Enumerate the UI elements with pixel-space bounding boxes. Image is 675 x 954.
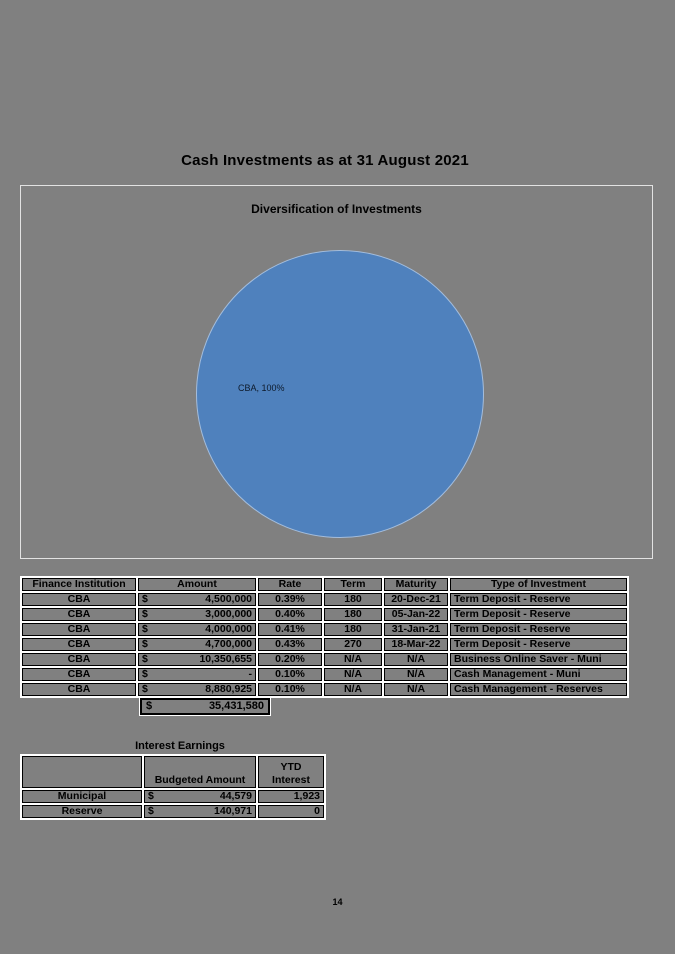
- table-row: [22, 593, 627, 606]
- cell-institution: CBA: [22, 668, 136, 681]
- investments-table-header-row: [22, 578, 627, 591]
- cell-term: N/A: [324, 653, 382, 666]
- currency-symbol: $: [148, 805, 154, 817]
- cell-rate: 0.20%: [258, 653, 322, 666]
- col-header-maturity: Maturity: [384, 578, 448, 591]
- cell-term: 180: [324, 608, 382, 621]
- currency-symbol: $: [142, 623, 148, 635]
- cell-type: Cash Management - Reserves: [450, 683, 627, 696]
- cell-type: Term Deposit - Reserve: [450, 623, 627, 636]
- cell-amount: [138, 608, 256, 621]
- cell-term: N/A: [324, 668, 382, 681]
- table-row: [22, 668, 627, 681]
- investments-total: [140, 698, 270, 715]
- col-header-blank: [22, 756, 142, 788]
- cell-amount: [138, 668, 256, 681]
- currency-symbol: $: [142, 593, 148, 605]
- cell-rate: 0.10%: [258, 683, 322, 696]
- table-row: [22, 608, 627, 621]
- amount-value: 3,000,000: [205, 608, 252, 620]
- cell-budgeted-amount: [144, 790, 256, 803]
- amount-value: 4,500,000: [205, 593, 252, 605]
- cell-maturity: 20-Dec-21: [384, 593, 448, 606]
- amount-value: -: [248, 668, 252, 680]
- amount-value: 4,700,000: [205, 638, 252, 650]
- currency-symbol: $: [148, 790, 154, 802]
- currency-symbol: $: [142, 638, 148, 650]
- cell-term: 270: [324, 638, 382, 651]
- cell-type: Cash Management - Muni: [450, 668, 627, 681]
- table-row: [22, 638, 627, 651]
- interest-table-header-row: [22, 756, 324, 788]
- cell-rate: 0.40%: [258, 608, 322, 621]
- cell-institution: CBA: [22, 683, 136, 696]
- amount-value: 8,880,925: [205, 683, 252, 695]
- table-row: [22, 805, 324, 818]
- cell-type: Term Deposit - Reserve: [450, 608, 627, 621]
- cell-ytd-interest: 0: [258, 805, 324, 818]
- cell-maturity: N/A: [384, 668, 448, 681]
- col-header-term: Term: [324, 578, 382, 591]
- table-row: [22, 653, 627, 666]
- cell-rate: 0.41%: [258, 623, 322, 636]
- cell-rate: 0.10%: [258, 668, 322, 681]
- page-title: Cash Investments as at 31 August 2021: [181, 152, 469, 169]
- cell-rate: 0.43%: [258, 638, 322, 651]
- cell-maturity: 31-Jan-21: [384, 623, 448, 636]
- cell-institution: CBA: [22, 608, 136, 621]
- cell-fund-label: Municipal: [22, 790, 142, 803]
- col-header-type: Type of Investment: [450, 578, 627, 591]
- cell-budgeted-amount: [144, 805, 256, 818]
- cell-amount: [138, 638, 256, 651]
- cell-maturity: N/A: [384, 683, 448, 696]
- amount-value: 4,000,000: [205, 623, 252, 635]
- ytd-header-line2: Interest: [272, 774, 310, 786]
- cell-type: Term Deposit - Reserve: [450, 593, 627, 606]
- pie-chart-container: [20, 185, 653, 559]
- table-row: [22, 683, 627, 696]
- cell-term: N/A: [324, 683, 382, 696]
- table-row: [22, 623, 627, 636]
- currency-symbol: $: [142, 608, 148, 620]
- cell-amount: [138, 623, 256, 636]
- cell-institution: CBA: [22, 593, 136, 606]
- cell-institution: CBA: [22, 653, 136, 666]
- pie-slice-label: CBA, 100%: [238, 383, 285, 393]
- col-header-ytd-interest: [258, 756, 324, 788]
- ytd-header-line1: YTD: [280, 761, 302, 773]
- cell-maturity: N/A: [384, 653, 448, 666]
- col-header-amount: Amount: [138, 578, 256, 591]
- cell-amount: [138, 653, 256, 666]
- interest-earnings-title: Interest Earnings: [135, 740, 225, 752]
- page-number: 14: [332, 897, 343, 907]
- cell-fund-label: Reserve: [22, 805, 142, 818]
- chart-title: Diversification of Investments: [251, 202, 422, 216]
- cell-maturity: 18-Mar-22: [384, 638, 448, 651]
- table-row: [22, 790, 324, 803]
- col-header-budgeted-amount: Budgeted Amount: [144, 756, 256, 788]
- pie-chart-cba-slice: [196, 250, 484, 538]
- cell-type: Business Online Saver - Muni: [450, 653, 627, 666]
- cell-maturity: 05-Jan-22: [384, 608, 448, 621]
- cell-amount: [138, 683, 256, 696]
- currency-symbol: $: [142, 683, 148, 695]
- total-amount-value: 35,431,580: [208, 700, 264, 712]
- cell-type: Term Deposit - Reserve: [450, 638, 627, 651]
- currency-symbol: $: [142, 653, 148, 665]
- total-currency-symbol: $: [146, 700, 153, 712]
- cell-institution: CBA: [22, 638, 136, 651]
- cell-ytd-interest: 1,923: [258, 790, 324, 803]
- currency-symbol: $: [142, 668, 148, 680]
- cell-amount: [138, 593, 256, 606]
- cell-institution: CBA: [22, 623, 136, 636]
- amount-value: 10,350,655: [199, 653, 252, 665]
- cell-rate: 0.39%: [258, 593, 322, 606]
- cell-term: 180: [324, 623, 382, 636]
- budgeted-value: 140,971: [214, 805, 252, 817]
- col-header-finance-institution: Finance Institution: [22, 578, 136, 591]
- investments-table: [20, 576, 629, 698]
- cell-term: 180: [324, 593, 382, 606]
- col-header-rate: Rate: [258, 578, 322, 591]
- budgeted-value: 44,579: [219, 790, 252, 802]
- interest-earnings-table: [20, 754, 326, 820]
